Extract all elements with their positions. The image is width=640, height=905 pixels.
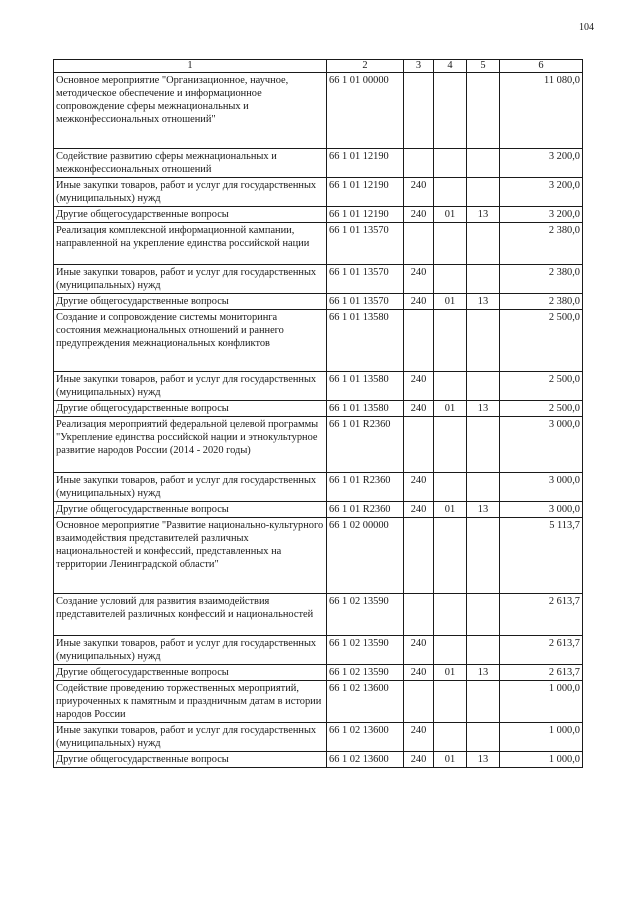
row-pr-cell: [467, 473, 500, 502]
row-rz-cell: [434, 417, 467, 473]
row-pr-cell: 13: [467, 502, 500, 518]
page-number: 104: [579, 22, 594, 33]
row-code-cell: 66 1 02 13590: [327, 665, 404, 681]
row-amount-cell: 2 613,7: [500, 665, 583, 681]
row-pr-cell: 13: [467, 665, 500, 681]
row-amount-cell: 2 500,0: [500, 401, 583, 417]
row-code-cell: 66 1 02 13590: [327, 636, 404, 665]
row-code-cell: 66 1 01 12190: [327, 149, 404, 178]
row-code-cell: 66 1 01 12190: [327, 178, 404, 207]
row-name-cell: Другие общегосударственные вопросы: [54, 294, 327, 310]
row-code-cell: 66 1 02 13590: [327, 594, 404, 636]
row-code-cell: 66 1 01 R2360: [327, 417, 404, 473]
table-row: [54, 752, 583, 768]
row-name-cell: Иные закупки товаров, работ и услуг для государственных (муниципальных) нужд: [54, 372, 327, 401]
row-vr-cell: [404, 73, 434, 149]
row-rz-cell: 01: [434, 401, 467, 417]
row-pr-cell: [467, 223, 500, 265]
row-vr-cell: [404, 594, 434, 636]
header-cell: 2: [327, 60, 404, 73]
row-name-cell: Создание и сопровождение системы мониторинга состояния межнациональных отношений и раннего предупреждения межнациональных конфликтов: [54, 310, 327, 372]
row-pr-cell: 13: [467, 294, 500, 310]
table-row: [54, 223, 583, 265]
row-vr-cell: [404, 518, 434, 594]
table-row: [54, 502, 583, 518]
row-vr-cell: [404, 223, 434, 265]
row-code-cell: 66 1 01 13570: [327, 294, 404, 310]
row-rz-cell: [434, 594, 467, 636]
row-pr-cell: [467, 417, 500, 473]
row-code-cell: 66 1 01 13580: [327, 372, 404, 401]
table-row: [54, 681, 583, 723]
row-pr-cell: [467, 149, 500, 178]
row-code-cell: 66 1 01 R2360: [327, 473, 404, 502]
header-cell: 3: [404, 60, 434, 73]
header-cell: 6: [500, 60, 583, 73]
header-cell: 4: [434, 60, 467, 73]
row-code-cell: 66 1 02 13600: [327, 723, 404, 752]
row-vr-cell: 240: [404, 752, 434, 768]
row-name-cell: Создание условий для развития взаимодействия представителей различных конфессий и национальностей: [54, 594, 327, 636]
row-pr-cell: [467, 265, 500, 294]
row-vr-cell: [404, 310, 434, 372]
row-rz-cell: [434, 265, 467, 294]
row-pr-cell: [467, 178, 500, 207]
row-name-cell: Иные закупки товаров, работ и услуг для государственных (муниципальных) нужд: [54, 723, 327, 752]
row-name-cell: Иные закупки товаров, работ и услуг для государственных (муниципальных) нужд: [54, 265, 327, 294]
row-code-cell: 66 1 01 13570: [327, 223, 404, 265]
row-pr-cell: 13: [467, 207, 500, 223]
row-amount-cell: 2 380,0: [500, 294, 583, 310]
row-amount-cell: 1 000,0: [500, 723, 583, 752]
row-code-cell: 66 1 01 13580: [327, 310, 404, 372]
budget-table: [53, 59, 583, 768]
row-vr-cell: 240: [404, 723, 434, 752]
row-vr-cell: 240: [404, 207, 434, 223]
row-name-cell: Реализация мероприятий федеральной целевой программы "Укрепление единства российской нации и этнокультурное развитие народов России (2014 - 2020 годы): [54, 417, 327, 473]
header-cell: 5: [467, 60, 500, 73]
row-name-cell: Основное мероприятие "Развитие национально-культурного взаимодействия представителей различных национальностей и конфессий, представленных на территории Ленинградской области": [54, 518, 327, 594]
table-row: [54, 149, 583, 178]
row-amount-cell: 2 500,0: [500, 372, 583, 401]
row-amount-cell: 2 613,7: [500, 594, 583, 636]
row-rz-cell: [434, 636, 467, 665]
table-row: [54, 723, 583, 752]
row-code-cell: 66 1 02 13600: [327, 752, 404, 768]
row-pr-cell: [467, 372, 500, 401]
row-rz-cell: [434, 473, 467, 502]
row-name-cell: Другие общегосударственные вопросы: [54, 401, 327, 417]
row-code-cell: 66 1 02 13600: [327, 681, 404, 723]
row-vr-cell: 240: [404, 665, 434, 681]
table-row: [54, 417, 583, 473]
row-code-cell: 66 1 01 13570: [327, 265, 404, 294]
row-pr-cell: [467, 681, 500, 723]
row-vr-cell: 240: [404, 473, 434, 502]
row-rz-cell: [434, 518, 467, 594]
row-pr-cell: [467, 594, 500, 636]
row-amount-cell: 2 500,0: [500, 310, 583, 372]
table-row: [54, 294, 583, 310]
row-rz-cell: 01: [434, 665, 467, 681]
row-rz-cell: 01: [434, 502, 467, 518]
row-code-cell: 66 1 01 R2360: [327, 502, 404, 518]
row-pr-cell: [467, 310, 500, 372]
row-name-cell: Другие общегосударственные вопросы: [54, 502, 327, 518]
row-amount-cell: 2 380,0: [500, 265, 583, 294]
row-vr-cell: 240: [404, 265, 434, 294]
row-amount-cell: 3 000,0: [500, 473, 583, 502]
row-rz-cell: [434, 149, 467, 178]
table-row: [54, 518, 583, 594]
row-name-cell: Другие общегосударственные вопросы: [54, 752, 327, 768]
row-name-cell: Содействие развитию сферы межнациональных и межконфессиональных отношений: [54, 149, 327, 178]
row-code-cell: 66 1 02 00000: [327, 518, 404, 594]
row-vr-cell: [404, 149, 434, 178]
table-row: [54, 265, 583, 294]
row-name-cell: Другие общегосударственные вопросы: [54, 207, 327, 223]
row-rz-cell: [434, 178, 467, 207]
row-pr-cell: [467, 723, 500, 752]
row-vr-cell: 240: [404, 372, 434, 401]
row-rz-cell: [434, 681, 467, 723]
table-row: [54, 178, 583, 207]
row-code-cell: 66 1 01 12190: [327, 207, 404, 223]
table-row: [54, 372, 583, 401]
row-pr-cell: [467, 73, 500, 149]
row-name-cell: Другие общегосударственные вопросы: [54, 665, 327, 681]
row-rz-cell: 01: [434, 752, 467, 768]
row-name-cell: Иные закупки товаров, работ и услуг для государственных (муниципальных) нужд: [54, 636, 327, 665]
row-rz-cell: [434, 723, 467, 752]
row-amount-cell: 3 000,0: [500, 417, 583, 473]
table-row: [54, 73, 583, 149]
row-amount-cell: 3 200,0: [500, 207, 583, 223]
row-pr-cell: [467, 518, 500, 594]
row-amount-cell: 11 080,0: [500, 73, 583, 149]
row-vr-cell: [404, 417, 434, 473]
table-row: [54, 636, 583, 665]
row-rz-cell: [434, 73, 467, 149]
row-amount-cell: 1 000,0: [500, 752, 583, 768]
row-code-cell: 66 1 01 13580: [327, 401, 404, 417]
row-pr-cell: [467, 636, 500, 665]
table-row: [54, 401, 583, 417]
row-vr-cell: [404, 681, 434, 723]
row-name-cell: Реализация комплексной информационной кампании, направленной на укрепление единства российской нации: [54, 223, 327, 265]
header-cell: 1: [54, 60, 327, 73]
row-rz-cell: [434, 223, 467, 265]
row-amount-cell: 3 200,0: [500, 149, 583, 178]
row-amount-cell: 1 000,0: [500, 681, 583, 723]
row-code-cell: 66 1 01 00000: [327, 73, 404, 149]
row-name-cell: Иные закупки товаров, работ и услуг для государственных (муниципальных) нужд: [54, 178, 327, 207]
row-rz-cell: [434, 310, 467, 372]
row-vr-cell: 240: [404, 178, 434, 207]
row-amount-cell: 3 000,0: [500, 502, 583, 518]
table-row: [54, 207, 583, 223]
header-row: [54, 60, 583, 73]
row-vr-cell: 240: [404, 401, 434, 417]
row-amount-cell: 2 380,0: [500, 223, 583, 265]
row-vr-cell: 240: [404, 502, 434, 518]
table-row: [54, 594, 583, 636]
row-amount-cell: 3 200,0: [500, 178, 583, 207]
row-vr-cell: 240: [404, 294, 434, 310]
table-row: [54, 473, 583, 502]
row-name-cell: Содействие проведению торжественных мероприятий, приуроченных к памятным и праздничным датам в истории народов России: [54, 681, 327, 723]
table-row: [54, 665, 583, 681]
row-pr-cell: 13: [467, 752, 500, 768]
row-vr-cell: 240: [404, 636, 434, 665]
row-rz-cell: 01: [434, 207, 467, 223]
row-rz-cell: [434, 372, 467, 401]
row-amount-cell: 2 613,7: [500, 636, 583, 665]
row-name-cell: Иные закупки товаров, работ и услуг для государственных (муниципальных) нужд: [54, 473, 327, 502]
row-amount-cell: 5 113,7: [500, 518, 583, 594]
row-name-cell: Основное мероприятие "Организационное, научное, методическое обеспечение и информационное сопровождение сферы межнациональных и межконфессиональных отношений": [54, 73, 327, 149]
table-row: [54, 310, 583, 372]
row-pr-cell: 13: [467, 401, 500, 417]
row-rz-cell: 01: [434, 294, 467, 310]
